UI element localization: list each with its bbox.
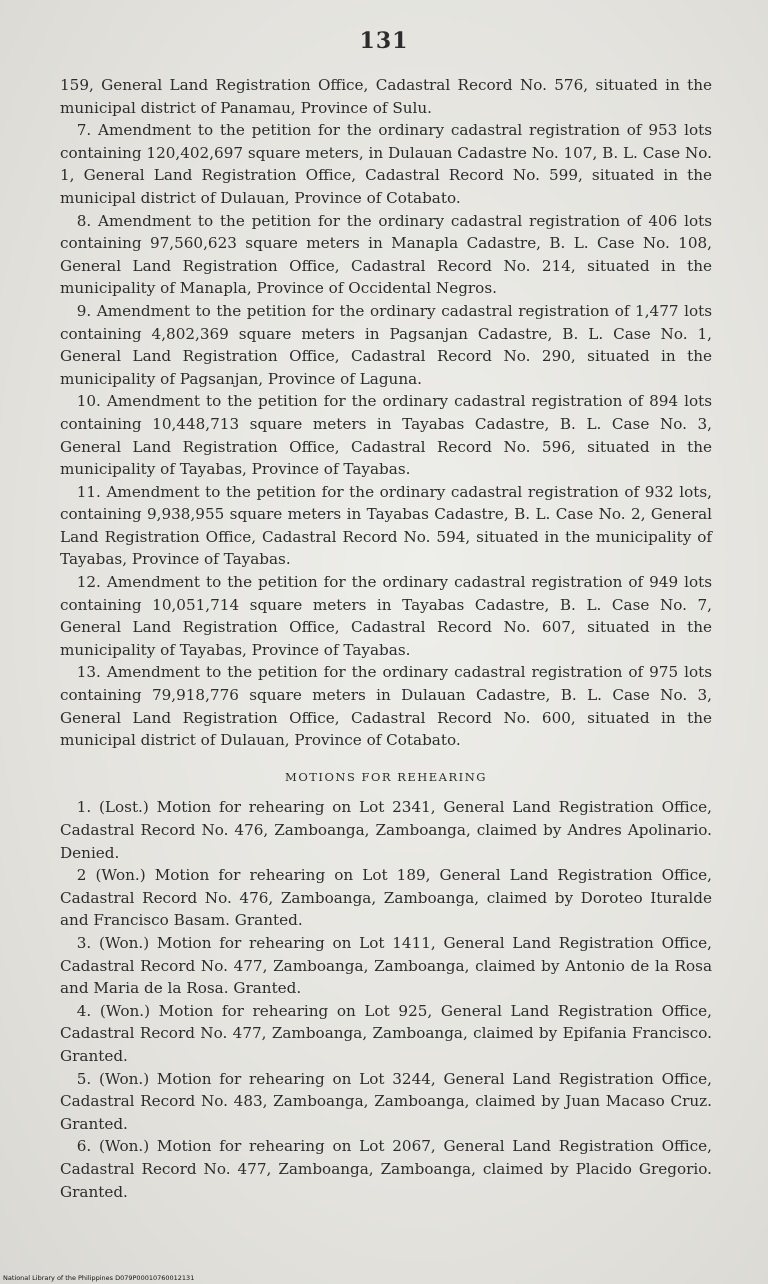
amendment-13: 13. Amendment to the petition for the ordinary cadastral registration of 975 lots containing 79,918,776 square meters in Dulauan Cadastre, B. L. Case No. 3, General Land Registration Office, Cadastral Record No. 600, situated in the municipal district of Dulauan, Province of Cotabato. <box>60 663 712 750</box>
amendment-12: 12. Amendment to the petition for the ordinary cadastral registration of 949 lots containing 10,051,714 square meters in Tayabas Cadastre, B. L. Case No. 7, General Land Registration Office, Cadastral Record No. 607, situated in the municipality of Tayabas, Province of Tayabas. <box>60 573 712 659</box>
motion-2: 2 (Won.) Motion for rehearing on Lot 189, General Land Registration Office, Cadastral Record No. 476, Zamboanga, Zamboanga, claimed by Doroteo Ituralde and Francisco Basam. Granted. <box>60 866 712 930</box>
section-heading: MOTIONS FOR REHEARING <box>285 769 487 784</box>
paragraph-continuation: 159, General Land Registration Office, Cadastral Record No. 576, situated in the municipal district of Panamau, Province of Sulu. <box>60 76 712 117</box>
amendment-8: 8. Amendment to the petition for the ordinary cadastral registration of 406 lots containing 97,560,623 square meters in Manapla Cadastre, B. L. Case No. 108, General Land Registration Office, Cadastral Record No. 214, situated in the municipality of Manapla, Province of Occidental Negros. <box>60 211 712 298</box>
scan-footer: National Library of the Philippines D079P00010760012131 <box>3 1274 195 1282</box>
page-body <box>60 74 712 1203</box>
amendment-7: 7. Amendment to the petition for the ordinary cadastral registration of 953 lots containing 120,402,697 square meters, in Dulauan Cadastre No. 107, B. L. Case No. 1, General Land Registration Office, Cadastral Record No. 599, situated in the municipal district of Dulauan, Province of Cotabato. <box>60 121 712 207</box>
page-number: 131 <box>359 28 409 54</box>
amendment-10: 10. Amendment to the petition for the ordinary cadastral registration of 894 lots containing 10,448,713 square meters in Tayabas Cadastre, B. L. Case No. 3, General Land Registration Office, Cadastral Record No. 596, situated in the municipality of Tayabas, Province of Tayabas. <box>60 392 712 479</box>
motion-5: 5. (Won.) Motion for rehearing on Lot 3244, General Land Registration Office, Cadastral Record No. 483, Zamboanga, Zamboanga, claimed by Juan Macaso Cruz. Granted. <box>60 1069 712 1133</box>
motion-3: 3. (Won.) Motion for rehearing on Lot 1411, General Land Registration Office, Cadastral Record No. 477, Zamboanga, Zamboanga, claimed by Antonio de la Rosa and Maria de la Rosa. Granted. <box>60 933 712 998</box>
motion-6: 6. (Won.) Motion for rehearing on Lot 2067, General Land Registration Office, Cadastral Record No. 477, Zamboanga, Zamboanga, claimed by Placido Gregorio. Granted. <box>60 1137 712 1201</box>
amendment-11: 11. Amendment to the petition for the ordinary cadastral registration of 932 lots, containing 9,938,955 square meters in Tayabas Cadastre, B. L. Case No. 2, General Land Registration Office, Cadastral Record No. 594, situated in the municipality of Tayabas, Province of Tayabas. <box>60 482 712 569</box>
motion-1: 1. (Lost.) Motion for rehearing on Lot 2341, General Land Registration Office, Cadastral Record No. 476, Zamboanga, Zamboanga, claimed by Andres Apolinario. Denied. <box>60 798 712 862</box>
motion-4: 4. (Won.) Motion for rehearing on Lot 925, General Land Registration Office, Cadastral Record No. 477, Zamboanga, Zamboanga, claimed by Epifania Francisco. Granted. <box>60 1001 712 1065</box>
amendment-9: 9. Amendment to the petition for the ordinary cadastral registration of 1,477 lots containing 4,802,369 square meters in Pagsanjan Cadastre, B. L. Case No. 1, General Land Registration Office, Cadastral Record No. 290, situated in the municipality of Pagsanjan, Province of Laguna. <box>60 301 712 388</box>
